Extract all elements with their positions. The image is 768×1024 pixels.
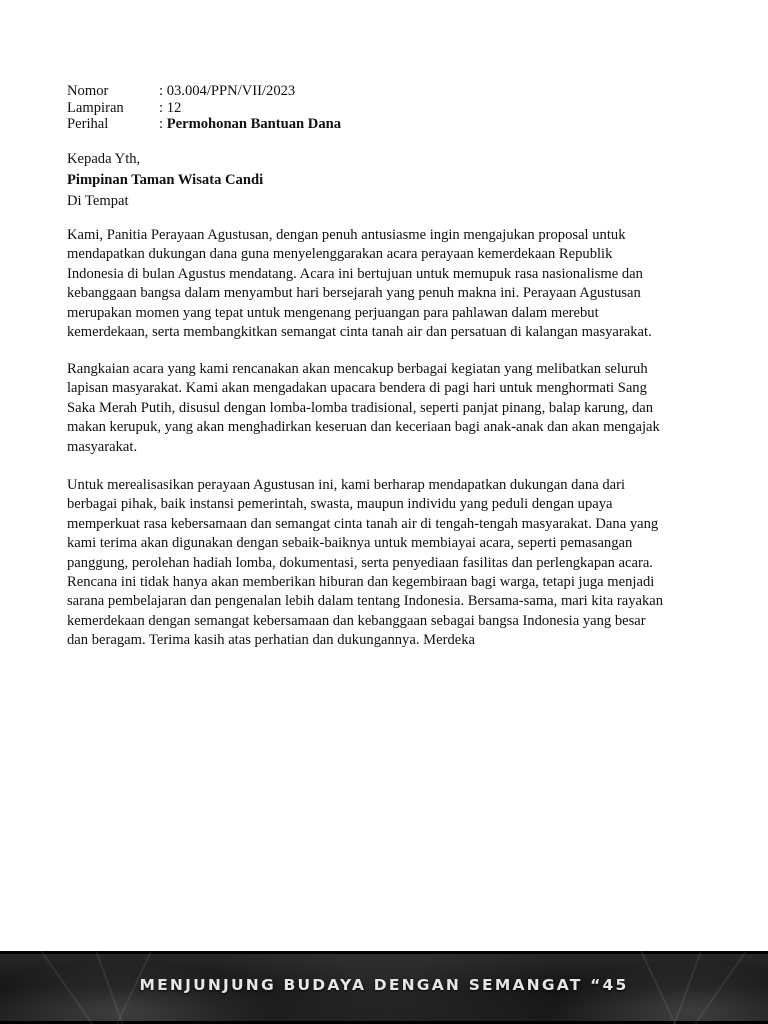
paragraph-line: memperkuat rasa kebersamaan dan semangat cinta tanah air di tengah-tengah masyarakat. Dana yang (67, 515, 659, 532)
paragraph-line: Untuk merealisasikan perayaan Agustusan ini, kami berharap mendapatkan dukungan dana dari (67, 477, 626, 493)
paragraph-line: makan kerupuk, yang akan menghadirkan keseruan dan keceriaan bagi anak-anak dan akan mengajak (67, 419, 660, 436)
meta-value: : 03.004/PPN/VII/2023 (159, 83, 296, 99)
salutation: Kepada Yth, (67, 151, 141, 167)
paragraph-line: dan beragam. Terima kasih atas perhatian dan dukungannya. Merdeka (67, 632, 475, 649)
meta-value: : 12 (159, 99, 182, 116)
paragraph-line: berbagai pihak, baik instansi pemerintah, swasta, maupun individu yang peduli dengan upaya (67, 496, 613, 513)
meta-row-nomor (67, 83, 341, 100)
paragraph-2 (67, 360, 707, 457)
paragraph-line: kemerdekaan, serta membangkitkan semangat cinta tanah air dan persatuan di kalangan masyarakat. (67, 324, 652, 341)
paragraph-line: masyarakat. (67, 438, 138, 455)
paragraph-3 (67, 476, 707, 651)
banner-border-top (0, 951, 768, 954)
letter-header-block (67, 83, 341, 133)
paragraph-line: Rencana ini tidak hanya akan memberikan hiburan dan kegembiraan bagi warga, tetapi juga menjadi (67, 574, 655, 591)
recipient-block (67, 149, 263, 212)
paragraph-line: Saka Merah Putih, disusul dengan lomba-lomba tradisional, seperti panjat pinang, balap karung, dan (67, 399, 654, 416)
meta-key: Nomor (67, 83, 109, 99)
paragraph-1 (67, 226, 707, 342)
paragraph-line: Rangkaian acara yang kami rencanakan akan mencakup berbagai kegiatan yang melibatkan seluruh (67, 361, 648, 377)
meta-key: Lampiran (67, 99, 124, 116)
recipient-place: Di Tempat (67, 193, 129, 209)
meta-value: : Permohonan Bantuan Dana (159, 116, 342, 132)
paragraph-line: mendapatkan dukungan dana guna menyelenggarakan acara perayaan kemerdekaan Republik (67, 246, 613, 263)
paragraph-line: Indonesia di bulan Agustus mendatang. Acara ini bertujuan untuk memupuk rasa nasionalisme dan (67, 265, 643, 282)
paragraph-line: merupakan momen yang tepat untuk mengenang perjuangan para pahlawan dalam merebut (67, 304, 599, 321)
paragraph-line: Kami, Panitia Perayaan Agustusan, dengan penuh antusiasme ingin mengajukan proposal untuk (67, 227, 626, 243)
meta-key: Perihal (67, 116, 109, 132)
recipient-name: Pimpinan Taman Wisata Candi (67, 172, 264, 188)
paragraph-line: lapisan masyarakat. Kami akan mengadakan upacara bendera di pagi hari untuk menghormati Sang (67, 380, 647, 397)
paragraph-line: kebanggaan bangsa dalam menyambut hari bersejarah yang penuh makna ini. Perayaan Agustusan (67, 285, 641, 302)
paragraph-line: sarana pembelajaran dan pengenalan lebih dalam tentang Indonesia. Bersama-sama, mari kita rayakan (67, 593, 664, 610)
footer-banner (0, 951, 768, 1024)
paragraph-line: kami terima akan digunakan dengan sebaik-baiknya untuk membiayai acara, seperti pemasangan (67, 535, 633, 552)
meta-row-lampiran (67, 100, 341, 117)
paragraph-line: panggung, perolehan hadiah lomba, dokumentasi, serta penyediaan fasilitas dan perlengkapan acara. (67, 554, 653, 571)
paragraph-line: kemerdekaan dengan semangat kebersamaan dan kebanggaan sebagai bangsa Indonesia yang besar (67, 612, 646, 629)
banner-slogan: MENJUNJUNG BUDAYA DENGAN SEMANGAT “45 (139, 976, 629, 994)
meta-row-perihal (67, 116, 341, 133)
